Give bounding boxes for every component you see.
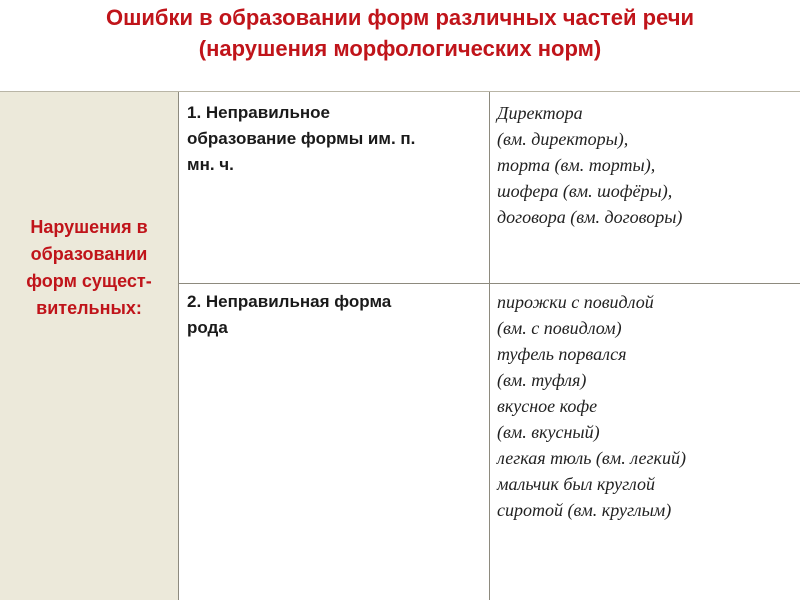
category-line: Нарушения в	[30, 217, 148, 237]
example-line: легкая тюль (вм. легкий)	[497, 448, 686, 468]
example-line: (вм. с повидлом)	[497, 318, 622, 338]
rule-cell-1	[187, 100, 487, 178]
category-line: форм сущест-	[26, 271, 152, 291]
category-label	[0, 214, 178, 322]
example-line: (вм. вкусный)	[497, 422, 600, 442]
rule-cell-2	[187, 289, 487, 341]
example-line: (вм. директоры),	[497, 129, 629, 149]
category-line: вительных:	[36, 298, 142, 318]
example-line: торта (вм. торты),	[497, 155, 656, 175]
table-divider	[178, 92, 179, 600]
page-title	[0, 2, 800, 88]
example-line: пирожки с повидлой	[497, 292, 654, 312]
category-line: образовании	[30, 244, 148, 264]
example-line: туфель порвался	[497, 344, 627, 364]
rule-line: 1. Неправильное	[187, 103, 330, 122]
example-line: договора (вм. договоры)	[497, 207, 683, 227]
example-cell-1	[497, 100, 797, 230]
rule-line: мн. ч.	[187, 155, 234, 174]
example-line: (вм. туфля)	[497, 370, 587, 390]
table-divider	[179, 283, 800, 284]
example-line: вкусное кофе	[497, 396, 598, 416]
example-line: Директора	[497, 103, 583, 123]
rule-line: образование формы им. п.	[187, 129, 416, 148]
title-line-1: Ошибки в образовании форм различных частей речи	[105, 5, 695, 30]
example-cell-2	[497, 289, 797, 523]
title-line-2: (нарушения морфологических норм)	[198, 36, 602, 61]
table-divider	[489, 92, 490, 600]
example-line: сиротой (вм. круглым)	[497, 500, 672, 520]
rule-line: 2. Неправильная форма	[187, 292, 392, 311]
rule-line: рода	[187, 318, 228, 337]
category-cell	[0, 92, 178, 600]
rules-table	[0, 91, 800, 600]
example-line: шофера (вм. шофёры),	[497, 181, 673, 201]
example-line: мальчик был круглой	[497, 474, 655, 494]
